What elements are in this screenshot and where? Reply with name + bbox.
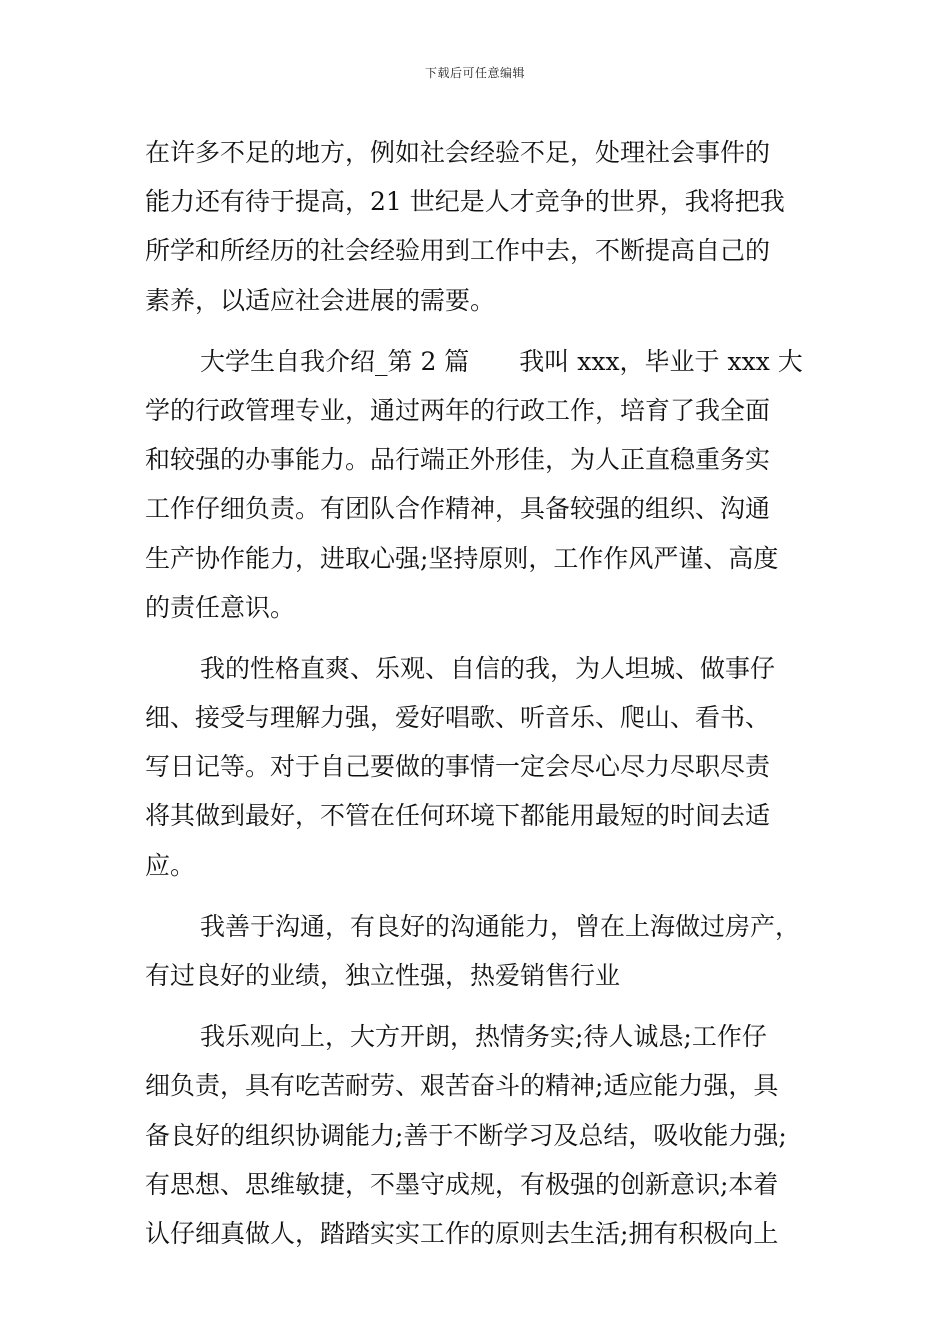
paragraph-line: 有思想、思维敏捷，不墨守成规，有极强的创新意识;本着	[145, 1169, 779, 1199]
paragraph-line: 工作仔细负责。有团队合作精神，具备较强的组织、沟通	[145, 494, 771, 524]
paragraph-line: 我的性格直爽、乐观、自信的我，为人坦城、做事仔	[200, 653, 776, 683]
paragraph-gap	[145, 890, 815, 902]
paragraph-gap	[145, 1000, 815, 1012]
paragraph-line: 细、接受与理解力强，爱好唱歌、听音乐、爬山、看书、	[145, 703, 771, 733]
paragraph	[145, 902, 815, 1000]
paragraph-line: 有过良好的业绩，独立性强，热爱销售行业	[145, 961, 621, 990]
paragraph-line: 将其做到最好，不管在任何环境下都能用最短的时间去适	[145, 801, 771, 831]
paragraph-line: 生产协作能力，进取心强;坚持原则，工作作风严谨、高度	[145, 543, 779, 573]
paragraph-line: 认仔细真做人，踏踏实实工作的原则去生活;拥有积极向上	[145, 1218, 779, 1248]
paragraph-line: 和较强的办事能力。品行端正外形佳，为人正直稳重务实	[145, 445, 771, 475]
paragraph	[145, 1012, 815, 1258]
document-body	[145, 128, 815, 1258]
paragraph-line: 备良好的组织协调能力;善于不断学习及总结，吸收能力强;	[145, 1120, 787, 1150]
paragraph-line: 细负责，具有吃苦耐劳、艰苦奋斗的精神;适应能力强，具	[145, 1071, 779, 1101]
paragraph-gap	[145, 325, 815, 337]
paragraph-line: 我善于沟通，有良好的沟通能力，曾在上海做过房产，	[200, 911, 801, 941]
paragraph-line: 写日记等。对于自己要做的事情一定会尽心尽力尽职尽责	[145, 752, 771, 782]
paragraph-line: 大学生自我介绍_第 2 篇 我叫 xxx，毕业于 xxx 大	[200, 346, 803, 376]
page-header: 下载后可任意编辑	[424, 66, 525, 80]
paragraph	[145, 337, 815, 632]
paragraph-line: 应。	[145, 850, 196, 880]
paragraph-line: 素养，以适应社会进展的需要。	[145, 285, 496, 315]
paragraph-line: 我乐观向上，大方开朗，热情务实;待人诚恳;工作仔	[200, 1022, 767, 1052]
paragraph	[145, 128, 815, 325]
paragraph-line: 学的行政管理专业，通过两年的行政工作，培育了我全面	[145, 395, 771, 425]
paragraph-line: 所学和所经历的社会经验用到工作中去，不断提高自己的	[145, 236, 771, 266]
paragraph	[145, 644, 815, 890]
paragraph-line: 在许多不足的地方，例如社会经验不足，处理社会事件的	[145, 138, 771, 167]
paragraph-line: 能力还有待于提高，21 世纪是人才竞争的世界，我将把我	[145, 187, 785, 217]
paragraph-gap	[145, 632, 815, 644]
paragraph-line: 的责任意识。	[145, 592, 296, 622]
